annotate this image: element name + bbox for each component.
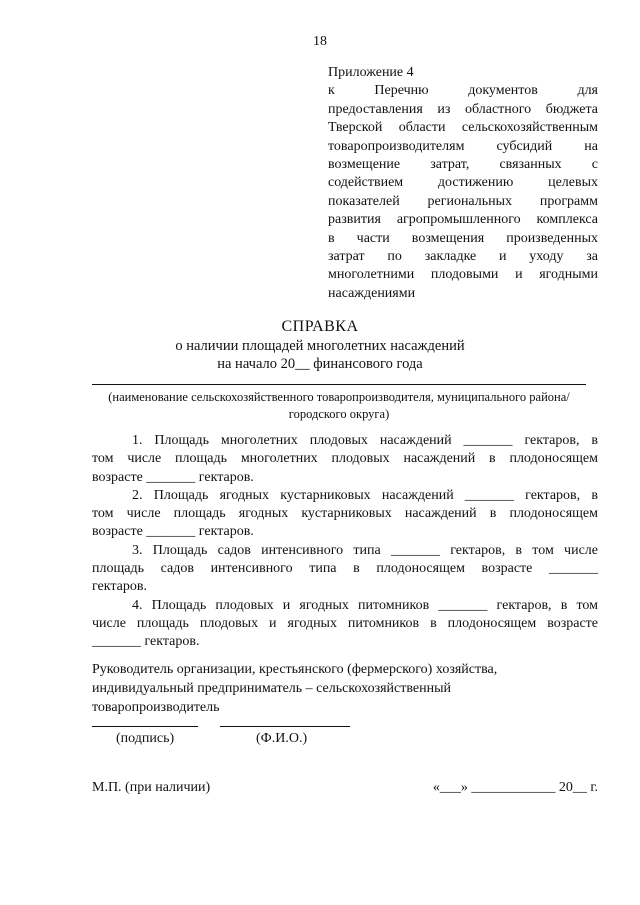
page-number: 18 bbox=[313, 34, 327, 49]
appendix-line: возмещение затрат, связанных с bbox=[328, 156, 598, 172]
signature-label: (подпись) bbox=[116, 731, 175, 746]
area-items bbox=[92, 432, 598, 652]
signer-block bbox=[92, 660, 598, 717]
item-line: 3. Площадь садов интенсивного типа _______ гектаров, в том числе bbox=[132, 542, 598, 558]
appendix-block bbox=[328, 64, 598, 303]
appendix-line: многолетними плодовыми и ягодными bbox=[328, 267, 598, 283]
caption-line: (наименование сельскохозяйственного товаропроизводителя, муниципального района/ bbox=[108, 390, 570, 404]
stamp-label: М.П. (при наличии) bbox=[92, 780, 211, 795]
caption-line: городского округа) bbox=[288, 407, 390, 421]
item-line: числе площадь плодовых и ягодных питомников в плодоносящем возрасте bbox=[92, 615, 598, 631]
area-item bbox=[92, 487, 598, 542]
appendix-line: затрат по закладке и уходу за bbox=[328, 248, 598, 264]
area-item bbox=[92, 432, 598, 487]
signer-line: индивидуальный предприниматель – сельскохозяйственный bbox=[92, 681, 451, 696]
area-item bbox=[92, 542, 598, 597]
document-subtitle: о наличии площадей многолетних насаждений bbox=[175, 338, 465, 354]
date-field: «___» ____________ 20__ г. bbox=[432, 780, 598, 795]
item-line: площадь садов интенсивного типа в плодоносящем возрасте _______ bbox=[92, 561, 598, 577]
appendix-line: содействием достижению целевых bbox=[328, 175, 598, 191]
area-item bbox=[92, 597, 598, 652]
document-period: на начало 20__ финансового года bbox=[217, 356, 423, 372]
document-title: СПРАВКА bbox=[281, 318, 359, 335]
item-line: 2. Площадь ягодных кустарниковых насаждений _______ гектаров, в bbox=[132, 487, 598, 503]
item-line: возрасте _______ гектаров. bbox=[92, 469, 254, 485]
producer-name-caption bbox=[80, 389, 598, 423]
appendix-line: Тверской области сельскохозяйственным bbox=[328, 120, 598, 136]
appendix-line: товаропроизводителям субсидий на bbox=[328, 138, 598, 154]
signer-line: Руководитель организации, крестьянского (фермерского) хозяйства, bbox=[92, 662, 498, 677]
signature-line bbox=[92, 726, 198, 727]
signer-line: товаропроизводитель bbox=[92, 700, 220, 715]
item-line: возрасте _______ гектаров. bbox=[92, 524, 254, 540]
item-line: гектаров. bbox=[92, 579, 148, 595]
appendix-line: показателей региональных программ bbox=[328, 193, 598, 209]
item-line: том числе площадь многолетних плодовых насаждений в плодоносящем bbox=[92, 451, 598, 467]
appendix-line: в части возмещения произведенных bbox=[328, 230, 598, 246]
item-line: том числе площадь ягодных кустарниковых насаждений в плодоносящем bbox=[92, 506, 598, 522]
producer-name-line bbox=[92, 384, 586, 385]
item-line: 1. Площадь многолетних плодовых насаждений _______ гектаров, в bbox=[132, 433, 598, 448]
item-line: 4. Площадь плодовых и ягодных питомников _______ гектаров, в том bbox=[132, 597, 598, 613]
item-line: _______ гектаров. bbox=[92, 634, 200, 650]
full-name-line bbox=[220, 726, 350, 727]
full-name-label: (Ф.И.О.) bbox=[256, 731, 308, 746]
appendix-line: развития агропромышленного комплекса bbox=[328, 212, 598, 228]
appendix-line: предоставления из областного бюджета bbox=[328, 101, 598, 117]
appendix-line: насаждениями bbox=[328, 285, 416, 301]
appendix-line: к Перечню документов для bbox=[328, 83, 598, 99]
appendix-title: Приложение 4 bbox=[328, 65, 414, 80]
